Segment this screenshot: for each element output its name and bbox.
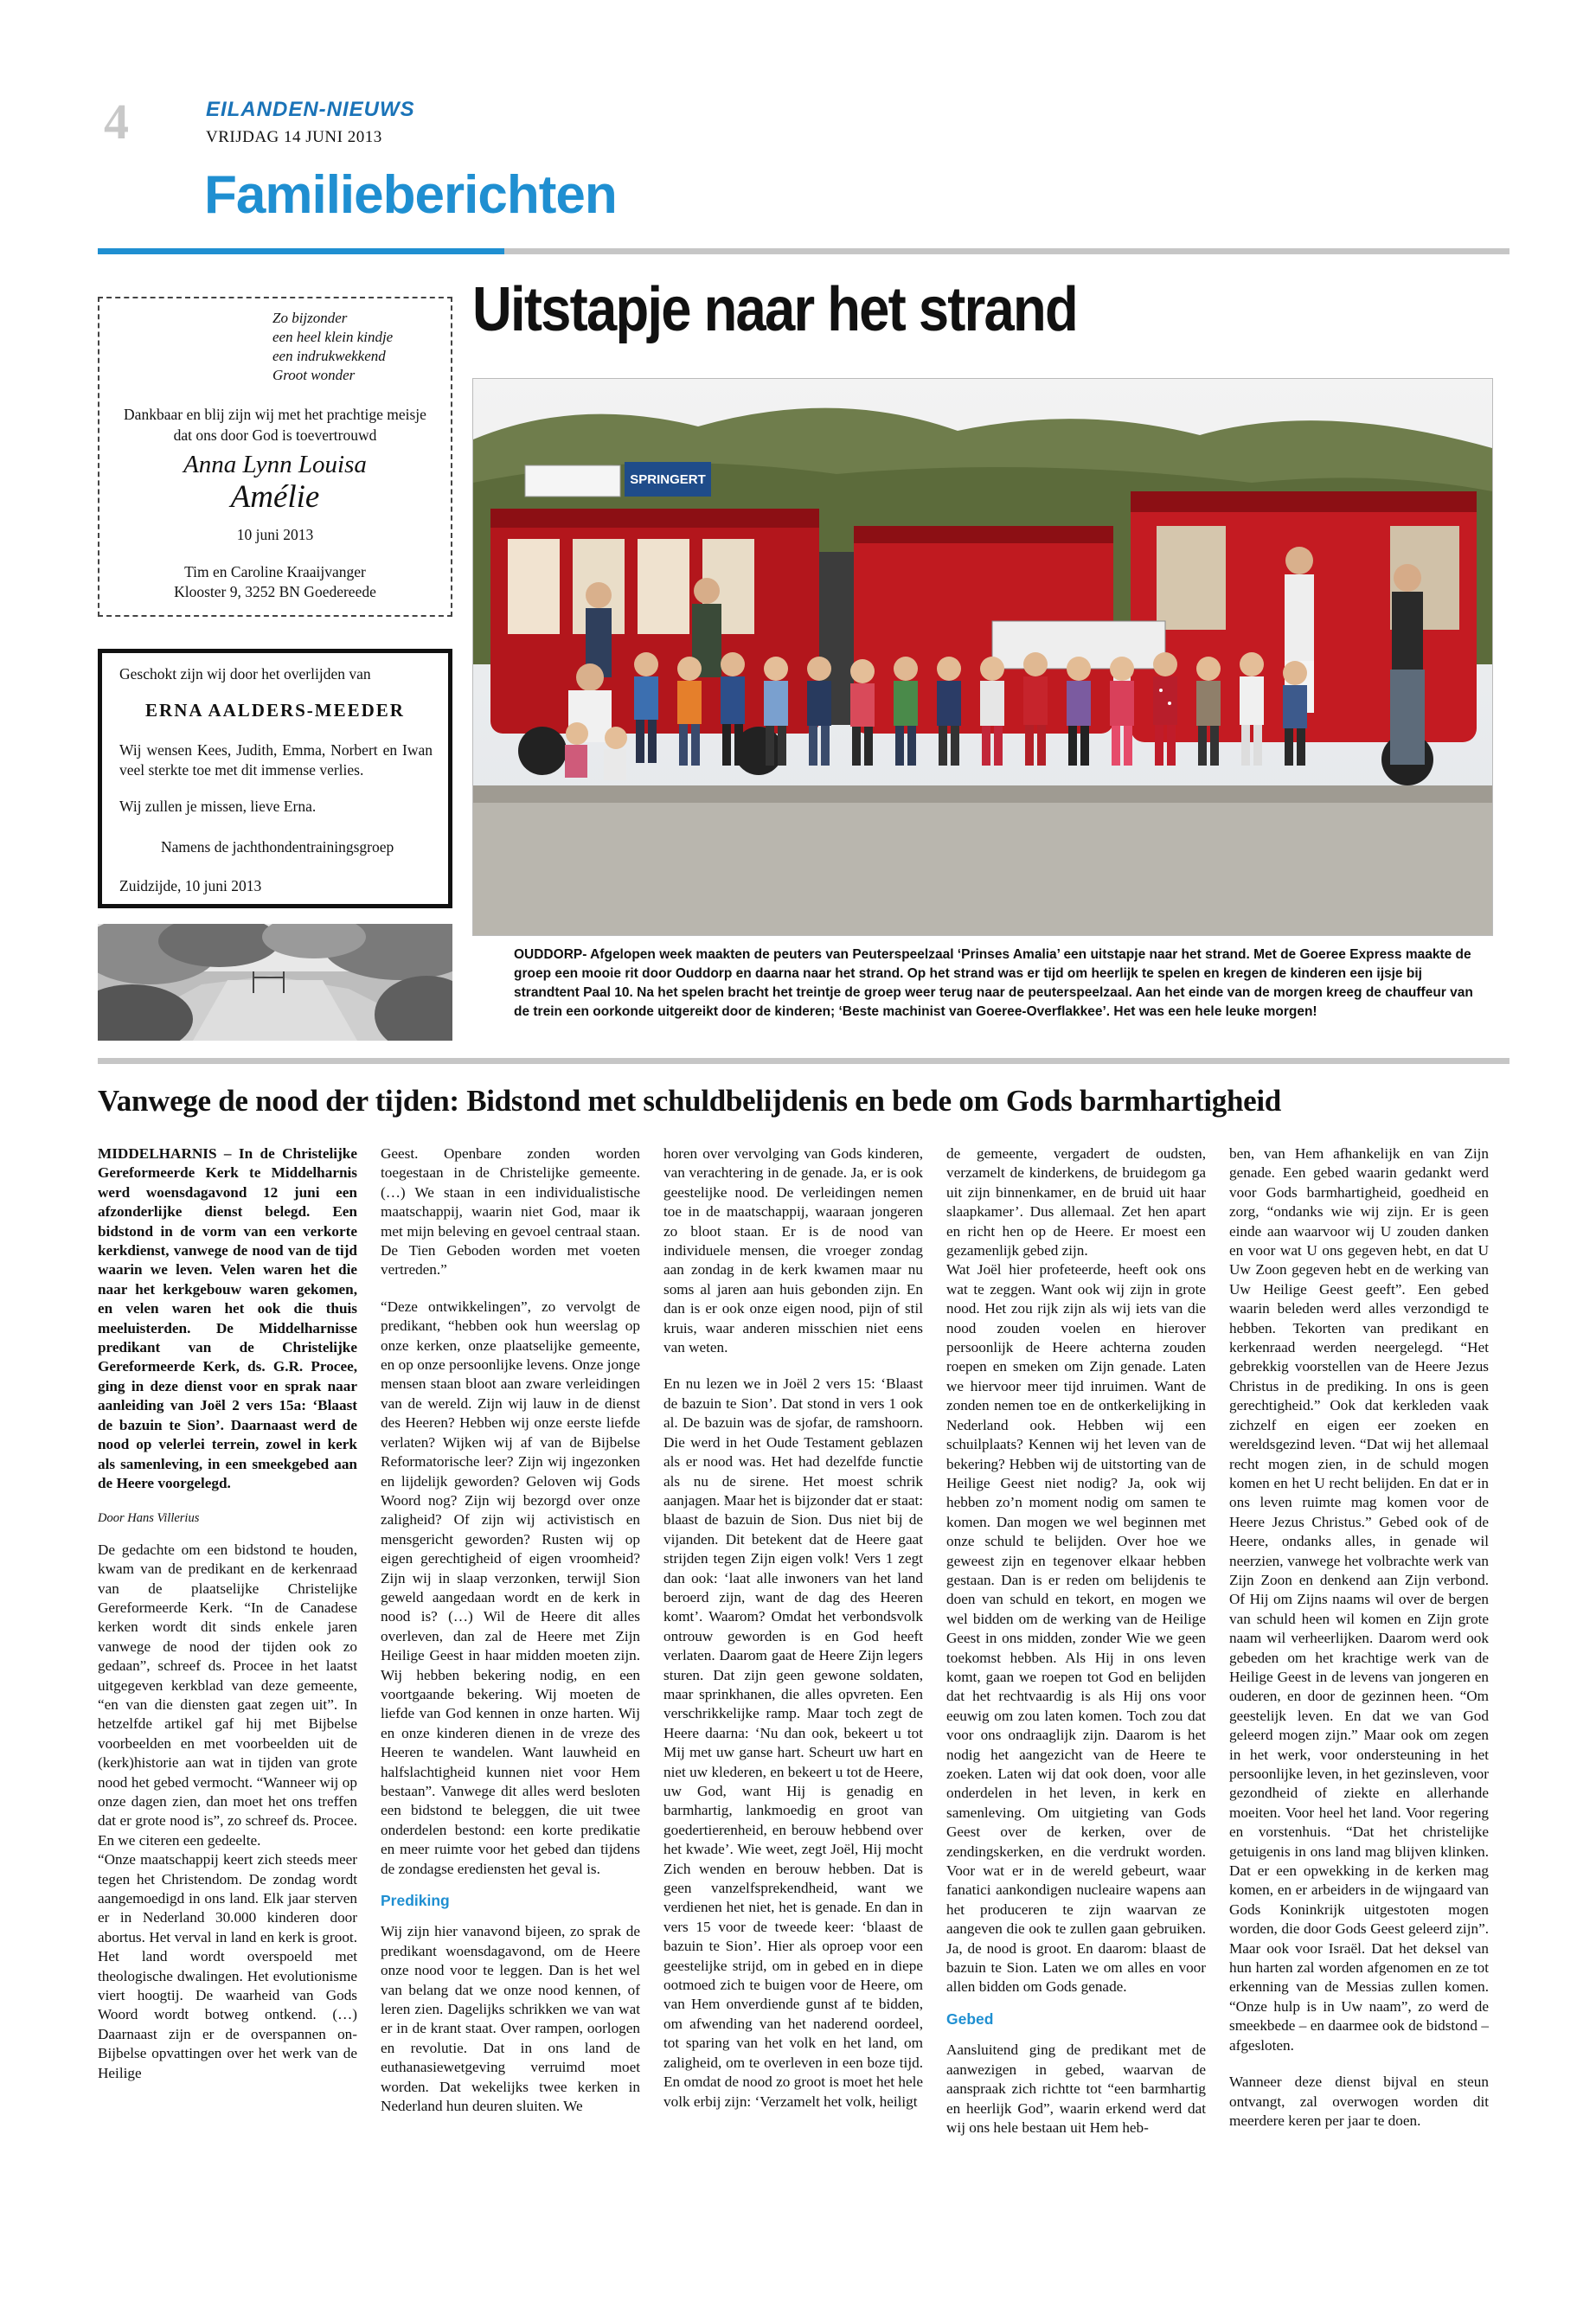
deceased-name: ERNA AALDERS-MEEDER [145,700,405,721]
death-place-date: Zuidzijde, 10 juni 2013 [119,877,262,894]
forest-path-image [98,924,452,1041]
parents-address: Klooster 9, 3252 BN Goedereede [174,583,376,600]
paragraph: Wanneer deze dienst bijval en steun ontvangt, zal overwogen worden dit meerdere keren per jaar te doen. [1229,2073,1489,2129]
paragraph: En nu lezen we in Joël 2 vers 15: ‘Blaast de bazuin te Sion’. Dat stond in vers 1 ook al. De bazuin was de sjofar, de ramshoorn. Die werd in het Oude Testament geblazen als er nood was. Het had dezelfde functie als nu de sirene. Het moest schrik aanjagen. Maar het is bijzonder dat er staat: blaast de bazuin de Sion. Dus niet bij de vijanden. Dit betekent dat de Heere gaat strijden tegen Zijn eigen volk! Vers 1 zegt dan ook: ‘laat alle inwoners van het land beroerd zijn, want de dag des Heeren komt’. Waarom? Omdat het verbondsvolk ontrouw geworden is en God heeft verlaten. Daarom gaat de Heere Zijn legers sturen. Dat zijn geen gewone soldaten, maar sprinkhanen, die alles opvreten. Een verschrikkelijke ramp. Maar toch zegt de Heere daarna: ‘Nu dan ook, bekeert u tot Mij met uw ganse hart. Scheurt uw hart en niet uw klederen, en bekeert u tot de Heere, uw God, want Hij is genadig en barmhartig, lankmoedig en groot van goedertierenheid, en berouw hebbend over het kwade’. Wie weet, zegt Joël, Hij mocht Zich wenden en berouw hebben. Dat is geen vanzelfsprekendheid, want we verdienen het niet, het is genade. En dan in vers 15 voor de tweede keer: ‘blaast de bazuin te Sion’. Hier als oproep voor een geestelijke strijd, om in gebed en in diepe ootmoed zich te buigen voor de Heere, om van Hem onverdiende gunst af te bidden, om afwending van het naderend oordeel, tot sparing van het volk en het land, om zaligheid, om te overleven in een boze tijd. En omdat de nood zo groot is moet het hele volk erbij zijn: ‘Verzamelt het volk, heiligt [663,1375,923,2110]
paragraph: de gemeente, vergadert de oudsten, verzamelt de kinderkens, de bruidegom ga uit zijn binnenkamer, en de bruid uit haar slaapkamer’. Dus allemaal. Zet hen apart en richt hen op de Heere. Er moest een gezamenlijk gebed zijn. [946,1145,1206,1259]
article-rule [98,1058,1509,1064]
article-headline: Vanwege de nood der tijden: Bidstond met schuldbelijdenis en bede om Gods barmhartigheid [98,1084,1281,1118]
article-column-5 [1229,1144,1489,2131]
subhead-prediking: Prediking [381,1892,450,1910]
paragraph: “Onze maatschappij keert zich steeds meer tegen het Christendom. De zondag wordt aangemoedigd in ons land. Elk jaar sterven er in Nederland 30.000 kinderen door abortus. Het verval in land en kerk is groot. Het land wordt overspoeld met theologische dwalingen. Het evolutionisme viert hoogtij. De waarheid van Gods Woord wordt botweg ontkend. (…) Daarnaast zijn er de overspannen on-Bijbelse opvattingen over het werk van de Heilige [98,1851,357,2081]
death-wish: Wij wensen Kees, Judith, Emma, Norbert en Iwan veel sterkte toe met dit immense verlies. [119,741,433,779]
feature-headline: Uitstapje naar het strand [472,275,1077,344]
poem-line: Groot wonder [272,367,356,383]
parents [99,562,451,602]
article-lead: MIDDELHARNIS – In de Christelijke Gereformeerde Kerk te Middelharnis werd woensdagavond 12 juni een afzonderlijke dienst belegd. Een bidstond in de vorm van een verkorte kerkdienst, vanwege de nood van de tijd waarin we leven. Velen waren het die naar het kerkgebouw waren gekomen, en velen waren het ook die thuis meeluisterden. De Middelharnisse predikant van de Christelijke Gereformeerde Kerk, ds. G.R. Procee, ging in deze dienst voor en sprak naar aanleiding van Joël 2 vers 15a: ‘Blaast de bazuin te Sion’. Daarnaast werd de nood op velerlei terrein, zowel in kerk als samenleving, in een smeekgebed aan de Heere voorgelegd. [98,1145,357,1491]
article-column-1 [98,1144,357,2083]
birth-date: 10 juni 2013 [236,526,314,543]
paragraph: De gedachte om een bidstond te houden, kwam van de predikant en de kerkenraad van de plaatselijke Christelijke Gereformeerde Kerk. “In de Canadese kerken wordt dit sinds enkele jaren vanwege de nood der tijden ook zo gedaan”, schreef ds. Procee in het laatst uitgegeven kerkblad van deze gemeente, “en van die diensten gaat zegen uit”. In hetzelfde artikel gaf hij met Bijbelse voorbeelden en met voorbeelden uit de (kerk)historie aan wat in tijden van grote nood het gebed vermocht. “Wanneer wij op onze dagen zien, dan moet het ons treffen dat er grote nood is”, zo schreef ds. Procee. En we citeren een gedeelte. [98,1541,357,1849]
parents-names: Tim en Caroline Kraaijvanger [184,563,366,580]
beach-trip-photo [473,379,1492,935]
newspaper-logo: EILANDEN-NIEUWS [206,98,415,121]
paragraph: horen over vervolging van Gods kinderen, van verachtering in de genade. Ja, er is ook geestelijke nood. De verleidingen nemen toe in de maatschappij, waaraan jongeren zo bloot staan. Er is de nood van individuele mensen, die vroeger zondag aan zondag in de kerk kwamen maar nu soms al jaren aan huis gebonden zijn. En dan is er ook onze eigen nood, pijn of stil kruis, waar anderen misschien niet eens van weten. [663,1145,923,1356]
section-rule-accent [98,248,504,254]
poem-line: Zo bijzonder [272,310,348,326]
death-from: Namens de jachthondentrainingsgroep [161,838,394,856]
poem-line: een heel klein kindje [272,329,394,345]
page-number: 4 [104,93,129,150]
paragraph: Wat Joël hier profeteerde, heeft ook ons wat te zeggen. Want ook wij zijn in grote nood. Het zou rijk zijn als wij iets van die nood zouden voelen en hierover persoonlijk de Heere achterna zouden roepen en smeken om Zijn genade. Laten we hiervoor meer tijd inruimen. Want de zonden nemen toe en de ontkerkelijking in Nederland ook. Hebben wij een schuilplaats? Kennen wij het leven van de bekering? Hebben wij de uitstorting van de Heilige Geest niet nodig? Ja, ook wij hebben zo’n moment nodig om samen te komen. Dan mogen we wel beginnen met onze schuld te belijden. Over hoe we geweest zijn en tegenover elkaar hebben gestaan. Dan is er reden om belijdenis te doen van schuld en tekort, en mogen we wel bidden om de werking van de Heilige Geest in ons midden, zonder Wie we geen toekomst hebben. Als Hij in ons leven komt, gaan we roepen tot God en belijden dat het rechtvaardig is als Hij ons voor eeuwig om zou laten komen. Toch zou dat voor ons ondraaglijk zijn. Daarom is het nodig het aangezicht van de Heere te zoeken. Laten wij dat ook doen, voor alle onderdelen in het leven, in kerk en samenleving. Om uitgieting van Gods Geest over de kerken, over de zendingskerken, en die verdrukt worden. Voor wat er in de wereld gebeurt, waar fanatici aankondigen nucleaire wapens aan het produceren te zijn waarvan ze aangeven die ook te zullen gaan gebruiken. Ja, de nood is groot. En daarom: blaast de bazuin te Sion. Laten we om alles en voor allen bidden om Gods genade. [946,1261,1206,1996]
subhead-gebed: Gebed [946,2009,994,2028]
issue-date: VRIJDAG 14 JUNI 2013 [206,128,382,146]
paragraph: “Deze ontwikkelingen”, zo vervolgt de predikant, “hebben ook hun weerslag op onze kerken, onze plaatselijke gemeente, en op onze persoonlijke levens. Onze jonge mensen staan bloot aan zware verleidingen van de wereld. Zijn wij lauw in de dienst des Heeren? Hebben wij onze eerste liefde verlaten? Wijken wij af van de Bijbelse Reformatorische leer? Zijn wij ingezonken en lijdelijk geworden? Geloven wij Gods Woord nog? Zijn wij bezorgd over onze zaligheid? Of zijn wij activistisch en mensgericht geworden? Rusten wij op eigen gerechtigheid of eigen vroomheid? Zijn wij in slaap verzonken, terwijl Sion geweld aangedaan wordt en de kerk in nood is? (…) Wil de Heere dit alles overleven, dan zal de Heere met Zijn Heilige Geest in haar midden moeten zijn. Wij hebben bekering nodig, en een voortgaande bekering. Wij moeten de liefde van God kennen in onze harten. Wij en onze kinderen dienen in de vreze des Heeren te wandelen. Want lauwheid en halfslachtigheid kunnen niet voor Hem bestaan”. Vanwege dit alles werd besloten een bidstond te beleggen, die uit twee onderdelen bestond: een korte predikatie en meer ruimte voor het gebed dan tijdens de zondagse erediensten het geval is. [381,1298,640,1877]
death-notice [98,649,452,908]
birth-poem [272,309,402,385]
baby-full-name: Anna Lynn Louisa [183,451,367,478]
paragraph: Geest. Openbare zonden worden toegestaan in de Christelijke gemeente. (…) We staan in een individualistische maatschappij, waarin niet God, maar ik met mijn beleving en gevoel centraal staan. De Tien Geboden worden met voeten vertreden.” [381,1145,640,1279]
article-column-2 [381,1144,640,2117]
section-rule [504,248,1509,254]
paragraph: Wij zijn hier vanavond bijeen, zo sprak de predikant woensdagavond, om de Heere onze nood voor te leggen. Dan is het wel van belang dat we onze nood kennen, of leren zien. Dagelijks schrikken we van wat er in de krant staat. Over rampen, oorlogen en revolutie. Dat in ons land de euthanasiewetgeving verruimd moet worden. Dat wekelijks twee kerken in Nederland hun deuren sluiten. We [381,1923,640,2115]
section-title: Familieberichten [204,165,617,225]
baby-call-name: Amélie [230,479,320,515]
train-sign-text: SPRINGERT [630,472,706,487]
paragraph: ben, van Hem afhankelijk en van Zijn genade. Een gebed waarin gedankt werd voor Gods barmhartigheid, goedheid en zorg, “ondanks wie wij zijn. Er is geen einde aan waarvoor wij U zouden danken en voor wat U ons gegeven hebt, en dat U Uw Zoon gegeven hebt en de werking van Uw Heilige Geest geeft”. Een gebed waarin beleden werd alles verzondigd te hebben. Tekorten van predikant en kerkenraad werden neergelegd. “Het gebrekkig voorstellen van de Heere Jezus Christus in de prediking. In ons is geen gerechtigheid.” Ook dat kerkleden vaak zichzelf en eigen eer zoeken en wereldsgezind leven. “Dat wij het allemaal recht mogen zien, in de schuld mogen komen en het U recht belijden. En dat er in ons leven ruimte mag komen voor de Heere Jezus Christus.” Gebed ook of de Heere, ondanks alles, in genade wil neerzien, vanwege het volbrachte werk van Zijn Zoon en denkend aan Zijn verbond. Of Hij om Zijns naams wil over de bergen van schuld heen wil komen en Zijn grote naam wil verheerlijken. Daarom werd ook gebeden om het krachtige werk van de Heilige Geest in de levens van jongeren en ouderen, en door de gezinnen heen. “Om geestelijk leven. En dat we van God geleerd mogen zijn.” Maar ook om zegen in het werk, voor ondersteuning in het persoonlijke leven, in het gezinsleven, voor gezondheid of ziekte en allerhande moeiten. Voor heel het land. Voor regering en vorstenhuis. “Dat het christelijke getuigenis in ons land mag blijven klinken. Dat er een opwekking in de kerken mag komen, en er arbeiders in de wijngaard van Gods Koninkrijk uitgestoten mogen worden, die door Gods Geest geleerd zijn”. Maar ook voor Israël. Dat het deksel van hun harten zal worden afgenomen en ze tot erkenning van de Messias zullen komen. “Onze hulp is in Uw naam”, zo werd de smeekbede – en daarmee ook de bidstond – afgesloten. [1229,1145,1489,2054]
photo-caption: OUDDORP- Afgelopen week maakten de peuters van Peuterspeelzaal ‘Prinses Amalia’ een uitstapje naar het strand. Met de Goeree Express maakte de groep een mooie rit door Ouddorp en daarna naar het strand. Op het strand was er tijd om heerlijk te spelen en kregen de kinderen een ijsje bij strandtent Paal 10. Na het spelen bracht het treintje de groep weer terug naar de peuterspeelzaal. Aan het einde van de morgen kreeg de chauffeur van de trein een oorkonde uitgereikt door de kinderen; ‘Beste machinist van Goeree-Overflakkee’. Het was een hele leuke morgen! [514,947,1473,1019]
birth-thanks: Dankbaar en blij zijn wij met het prachtige meisje dat ons door God is toevertrouwd [124,406,426,444]
article-column-4 [946,1144,1206,2138]
beach-trip-photo-frame [472,378,1493,936]
paragraph: Aansluitend ging de predikant met de aanwezigen in gebed, waarvan de aanspraak zich richtte tot “een barmhartig en heerlijk God”, waarin erkend werd dat wij ons hele bestaan uit Hem heb- [946,2041,1206,2136]
birth-announcement [98,297,452,617]
poem-line: een indrukwekkend [272,348,386,364]
death-miss: Wij zullen je missen, lieve Erna. [119,798,317,815]
death-intro: Geschokt zijn wij door het overlijden van [119,665,371,683]
article-byline: Door Hans Villerius [98,1511,200,1526]
article-column-3 [663,1144,923,2112]
